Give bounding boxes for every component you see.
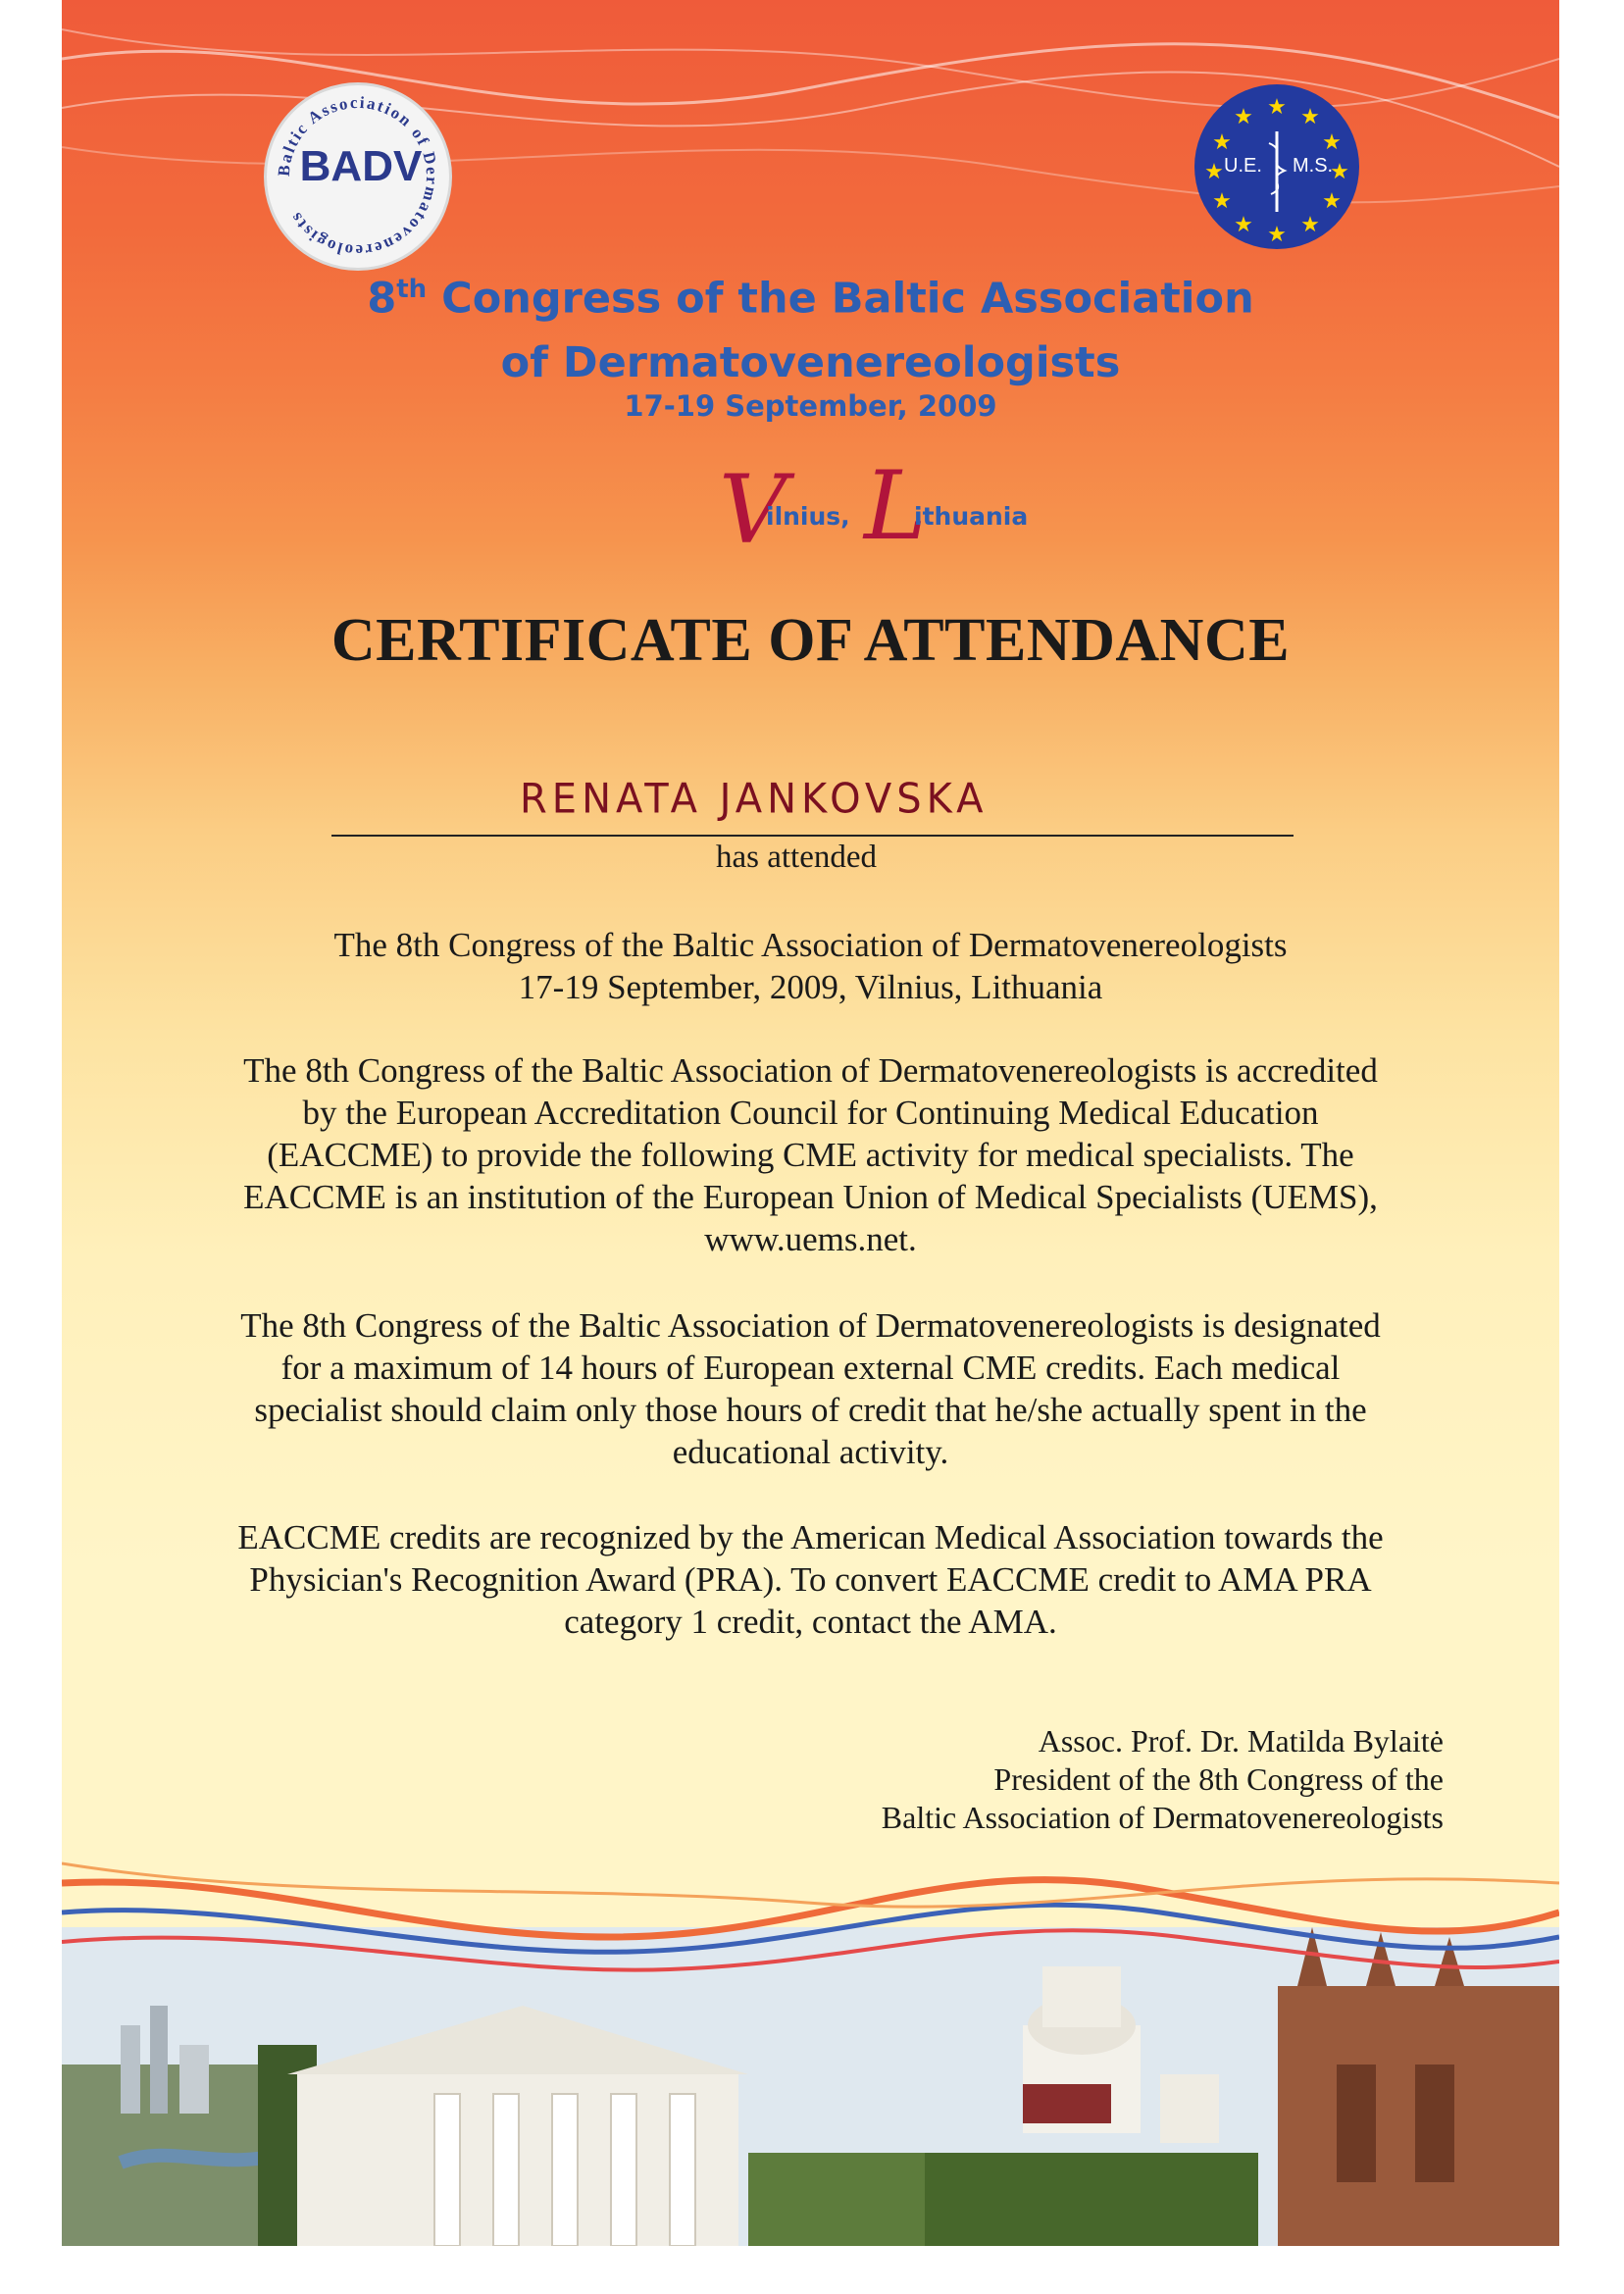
attendee-name-handwritten: RENATA JANKOVSKA [520, 775, 989, 824]
signatory-name: Assoc. Prof. Dr. Matilda Bylaitė [1038, 1723, 1444, 1759]
svg-text:★: ★ [1300, 105, 1320, 129]
ama-paragraph: EACCME credits are recognized by the American Medical Association towards the Physician's Recognition Award (PRA). To convert EACCME credit to AMA PRA category 1 credit, contact the AMA. [237, 1518, 1384, 1641]
decorative-waves-bottom [62, 1844, 1559, 1991]
lithuania-script-l-icon: L [864, 451, 927, 561]
uems-logo [1194, 84, 1359, 249]
svg-text:★: ★ [1212, 130, 1232, 155]
badv-ring-text: Baltic Association of Dermatovenereologists [274, 92, 442, 261]
vilnius-script-v-icon: V [719, 455, 787, 565]
svg-text:★: ★ [1204, 160, 1224, 184]
svg-text:★: ★ [1322, 130, 1342, 155]
eu-stars-icon [1194, 84, 1359, 249]
congress-dates: 17-19 September, 2009 [624, 389, 997, 423]
svg-text:★: ★ [1267, 95, 1287, 120]
event-paragraph: The 8th Congress of the Baltic Association of Dermatovenereologists 17-19 September, 2009, Vilnius, Lithuania [333, 926, 1288, 1006]
name-underline [331, 835, 1294, 837]
signatory-block [882, 1722, 1444, 1837]
svg-text:★: ★ [1267, 223, 1287, 247]
uems-ms-text: M.S. [1293, 155, 1334, 177]
svg-text:★: ★ [1300, 213, 1320, 237]
svg-text:★: ★ [1234, 213, 1253, 237]
signatory-title: President of the 8th Congress of the [993, 1761, 1444, 1797]
uems-ue-text: U.E. [1224, 155, 1262, 177]
certificate-heading: CERTIFICATE OF ATTENDANCE [330, 607, 1291, 674]
svg-text:★: ★ [1330, 160, 1349, 184]
accreditation-paragraph: The 8th Congress of the Baltic Association of Dermatovenereologists is accredited by the European Accreditation Council for Continuing Medical Education (EACCME) to provide the following CME activity for medical specialists. The EACCME is an institution of the European Union of Medical Specialists (UEMS), www.uems.net. [243, 1051, 1378, 1258]
svg-text:★: ★ [1234, 105, 1253, 129]
congress-location [719, 451, 1042, 565]
signatory-organization: Baltic Association of Dermatovenereologists [881, 1800, 1444, 1835]
svg-text:★: ★ [1212, 189, 1232, 214]
has-attended-label: has attended [716, 840, 878, 875]
congress-title-line1: 8th Congress of the Baltic Association [367, 274, 1254, 324]
location-country: ithuania [914, 502, 1029, 531]
badv-logo [264, 82, 452, 271]
credits-paragraph: The 8th Congress of the Baltic Association of Dermatovenereologists is designated for a maximum of 14 hours of European external CME credits. Each medical specialist should claim only those hours of credit that he/she actually spent in the educational activity. [240, 1306, 1381, 1471]
svg-text:★: ★ [1322, 189, 1342, 214]
certificate-page [62, 0, 1559, 2246]
congress-title [62, 257, 1559, 395]
location-city: ilnius, [766, 502, 850, 531]
congress-title-line2: of Dermatovenereologists [500, 338, 1121, 388]
badv-abbreviation: BADV [299, 142, 423, 190]
